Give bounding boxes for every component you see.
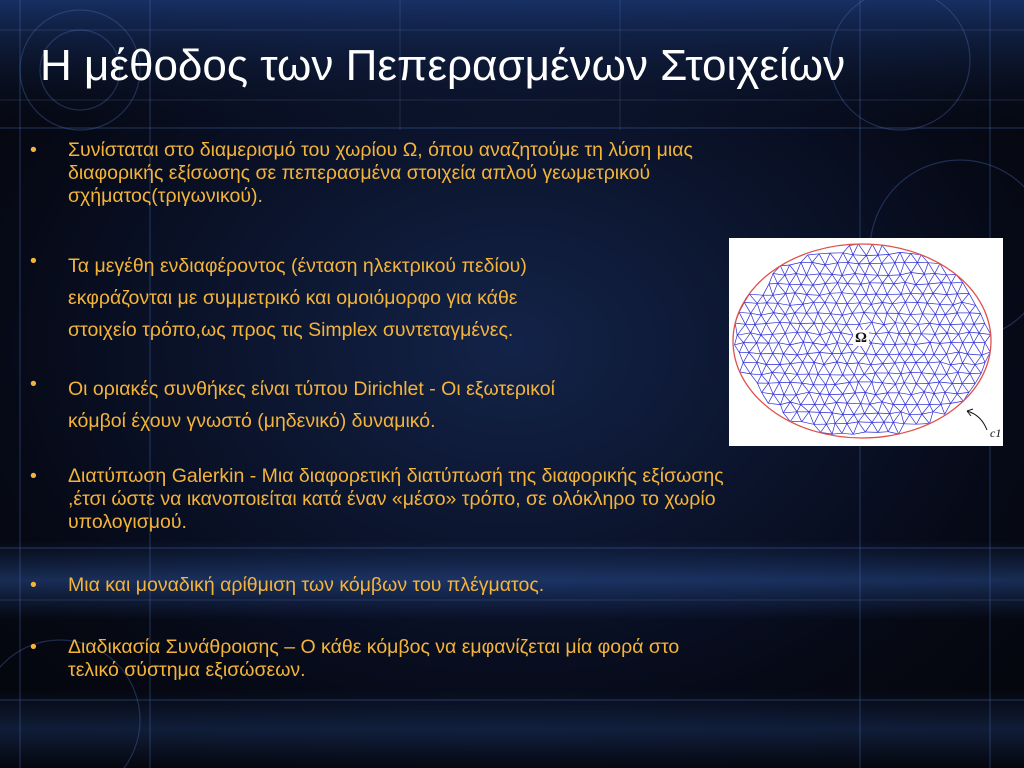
bullet-item-quantities bbox=[30, 250, 527, 346]
bullet-line: Διατύπωση Galerkin - Μια διαφορετική διατύπωσή της διαφορικής εξίσωσης bbox=[68, 465, 724, 487]
bullet-marker: • bbox=[30, 373, 37, 395]
bullet-marker: • bbox=[30, 465, 37, 487]
bullet-marker: • bbox=[30, 636, 37, 658]
bullet-item-galerkin bbox=[30, 465, 724, 534]
bullet-line: Διαδικασία Συνάθροισης – Ο κάθε κόμβος να εμφανίζεται μία φορά στο bbox=[68, 636, 680, 658]
bullet-line: κόμβοί έχουν γνωστό (μηδενικό) δυναμικό. bbox=[68, 410, 436, 432]
boundary-c1-label: c1 bbox=[990, 426, 1002, 440]
bullet-line: στοιχείο τρόπο,ως προς τις Simplex συντεταγμένες. bbox=[68, 319, 514, 341]
slide-title: Η μέθοδος των Πεπερασμένων Στοιχείων bbox=[40, 41, 846, 90]
bullet-line: Συνίσταται στο διαμερισμό του χωρίου Ω, όπου αναζητούμε τη λύση μιας bbox=[68, 139, 693, 161]
boundary-pointer-arrow bbox=[967, 411, 987, 430]
bullet-line: διαφορικής εξίσωσης σε πεπερασμένα στοιχεία απλού γεωμετρικού bbox=[68, 162, 651, 184]
bullet-marker: • bbox=[30, 250, 37, 272]
bullet-line: εκφράζονται με συμμετρικό και ομοιόμορφο για κάθε bbox=[68, 287, 518, 309]
bullet-line: Οι οριακές συνθήκες είναι τύπου Dirichlet - Οι εξωτερικοί bbox=[68, 378, 555, 400]
bullet-item-domain-partition bbox=[30, 139, 693, 208]
mesh-figure bbox=[729, 238, 1003, 446]
bullet-marker: • bbox=[30, 139, 37, 161]
bullet-item-numbering bbox=[30, 574, 544, 597]
bullet-line: ,έτσι ώστε να ικανοποιείται κατά έναν «μέσο» τρόπο, σε ολόκληρο το χωρίο bbox=[68, 488, 716, 510]
bullet-line: τελικό σύστημα εξισώσεων. bbox=[68, 659, 306, 681]
bullet-item-boundary-conditions bbox=[30, 373, 555, 437]
bullet-item-assembly bbox=[30, 636, 679, 682]
bullet-line: υπολογισμού. bbox=[68, 511, 187, 533]
bullet-line: Μια και μοναδική αρίθμιση των κόμβων του πλέγματος. bbox=[68, 574, 545, 596]
domain-omega-label: Ω bbox=[855, 330, 868, 346]
bullet-line: Τα μεγέθη ενδιαφέροντος (ένταση ηλεκτρικού πεδίου) bbox=[68, 255, 527, 277]
bullet-marker: • bbox=[30, 574, 37, 596]
bullet-line: σχήματος(τριγωνικού). bbox=[68, 185, 263, 207]
